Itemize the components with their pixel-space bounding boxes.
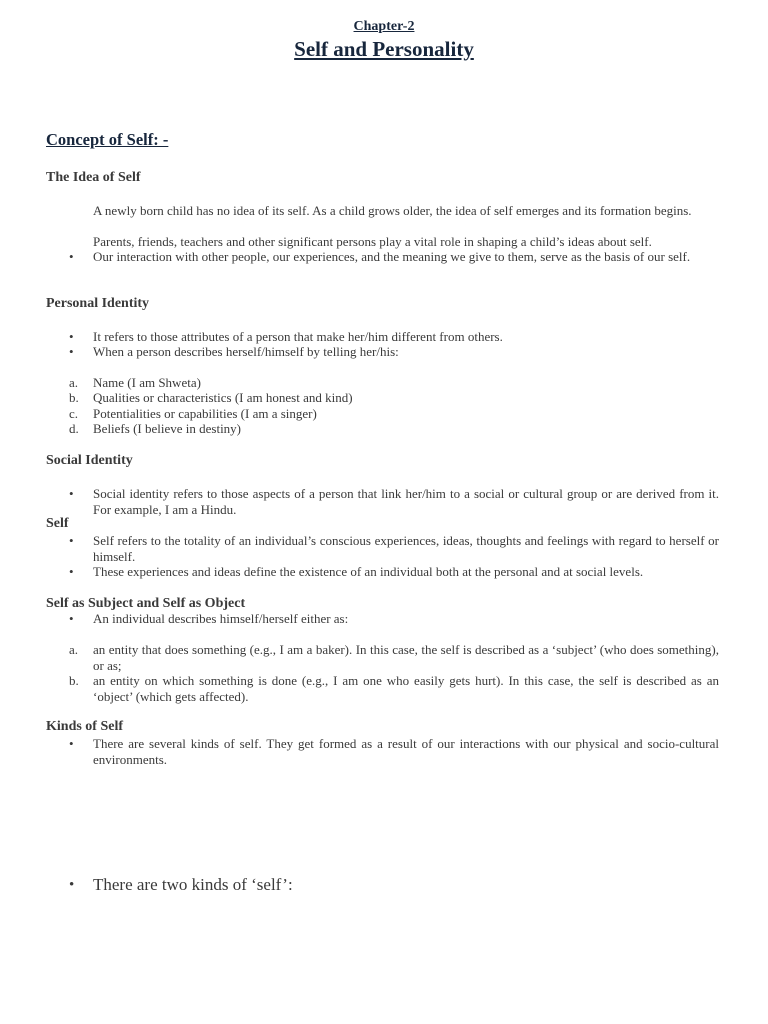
bullet-icon: • — [69, 533, 74, 548]
list-label: a. — [69, 642, 79, 657]
bullet-icon: • — [69, 736, 74, 751]
list-item: Beliefs (I believe in destiny) — [93, 421, 242, 436]
bullet-icon: • — [69, 329, 74, 344]
list-label: a. — [69, 375, 79, 390]
idea-of-self-heading: The Idea of Self — [46, 170, 141, 185]
personal-identity-heading: Personal Identity — [46, 296, 150, 311]
list-item: Social identity refers to those aspects of a person that link her/him to a social or cultural group or are derived from it. For example, I am a Hindu. — [93, 486, 719, 517]
list-item: There are several kinds of self. They get formed as a result of our interactions with our physical and socio-cultural environments. — [93, 736, 719, 767]
list-item: There are two kinds of ‘self’: — [93, 875, 293, 894]
idea-of-self-paragraph: Parents, friends, teachers and other significant persons play a vital role in shaping a child’s ideas about self. — [93, 234, 652, 249]
page-title: Self and Personality — [294, 37, 474, 61]
social-identity-heading: Social Identity — [46, 453, 133, 468]
self-heading: Self — [46, 516, 69, 531]
bullet-icon: • — [69, 486, 74, 501]
bullet-icon: • — [69, 344, 74, 359]
list-item: An individual describes himself/herself either as: — [93, 611, 349, 626]
list-item: It refers to those attributes of a person that make her/him different from others. — [93, 329, 503, 344]
list-label: c. — [69, 406, 79, 421]
idea-of-self-paragraph: A newly born child has no idea of its self. As a child grows older, the idea of self emerges and its formation begins. — [93, 203, 692, 218]
list-item: When a person describes herself/himself by telling her/his: — [93, 344, 399, 359]
subject-object-heading: Self as Subject and Self as Object — [46, 596, 246, 611]
list-item: an entity that does something (e.g., I am a baker). In this case, the self is described as a ‘subject’ (who does something), or as; — [93, 642, 719, 673]
list-label: d. — [69, 421, 79, 436]
list-label: b. — [69, 390, 79, 405]
bullet-icon: • — [69, 611, 74, 626]
concept-heading: Concept of Self: - — [46, 130, 169, 149]
bullet-icon: • — [69, 249, 74, 264]
list-item: Name (I am Shweta) — [93, 375, 201, 390]
list-label: b. — [69, 673, 79, 688]
kinds-of-self-heading: Kinds of Self — [46, 719, 124, 734]
list-item: These experiences and ideas define the existence of an individual both at the personal and at social levels. — [93, 564, 644, 579]
list-item: Our interaction with other people, our experiences, and the meaning we give to them, serve as the basis of our self. — [93, 249, 691, 264]
chapter-label: Chapter-2 — [353, 19, 415, 34]
list-item: an entity on which something is done (e.g., I am one who easily gets hurt). In this case, the self is described as an ‘object’ (which gets affected). — [93, 673, 719, 704]
list-item: Self refers to the totality of an individual’s conscious experiences, ideas, thoughts and feelings with regard to herself or himself. — [93, 533, 719, 564]
bullet-icon: • — [69, 564, 74, 579]
bullet-icon: • — [69, 877, 75, 893]
list-item: Potentialities or capabilities (I am a singer) — [93, 406, 317, 421]
list-item: Qualities or characteristics (I am honest and kind) — [93, 390, 353, 405]
